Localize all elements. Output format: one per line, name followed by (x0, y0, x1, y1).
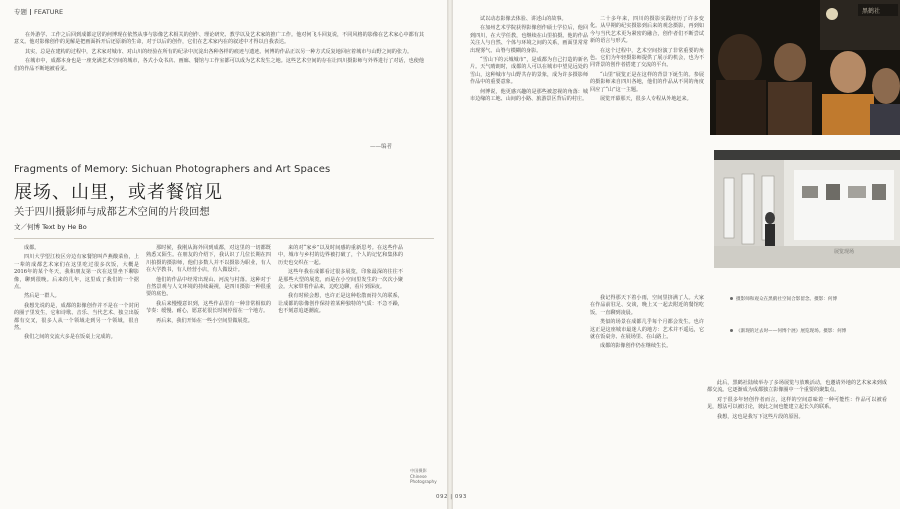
editor-signature: ——编者 (370, 144, 393, 150)
body-paragraph: 二十多年来，四川的摄影实践经历了许多变化。从早期的纪实摄影到后来的观念摄影，再到如今与当代艺术更为紧密的融合，创作者们不断尝试新的语言与形式。 (590, 16, 704, 45)
body-paragraph: 何博说，他更感兴趣的是那些被忽视的角落：城市边缘的工地、山间的小路、旅游景区背后的村庄。 (470, 88, 588, 103)
exhibition-label: 展览现场 (834, 249, 855, 255)
header-divider (30, 9, 31, 15)
caption-text: 摄影师和观众在黑鹤社空间合影留念。摄影：何博 (736, 297, 838, 302)
credit-line: 中国摄影 (410, 468, 427, 473)
caption-bullet-icon (730, 297, 733, 300)
body-paragraph: 在加州艺术学院获得影像创作硕士学位后，他回到四川，在大学任教，也继续在山里拍摄。他的作品关注人与自然、个体与环境之间的关系，画面里常常出现雾气、山脊与模糊的身影。 (470, 25, 588, 54)
photo-caption-1 (730, 297, 890, 304)
body-column-2 (146, 245, 271, 327)
title-rule (14, 238, 434, 239)
intro-paragraph: 其实，总是在建构的过程中，艺术家对城市、对山川的经验在所有的纪录中沉淀出各种各样的痕迹与遗迹。何博的作品正以另一种方式反复地回应着城市与山野之间的张力。 (25, 48, 413, 55)
section-header (14, 7, 63, 16)
caption-text: 《渐现的过去时——何博个展》展览现场。摄影：何博 (736, 329, 847, 334)
body-paragraph: 他们的作品中经常出现山、河流与村落。这种对于自然景观与人文环境的持续凝视，是四川摄影一种很重要的底色。 (146, 276, 271, 298)
page-numbers: 092 | 093 (436, 494, 467, 500)
group-photo (710, 0, 900, 135)
body-paragraph: 来的对“家乡”以及时间感的重新思考。在这些作品中，城市与乡村的边界被打破了，个人的记忆和集体的历史也交织在一起。 (278, 245, 403, 266)
body-paragraph: 我记得那天下着小雨，空间里挤满了人。大家在作品前驻足、交谈，晚上又一起去附近的餐馆吃饭，一直聊到凌晨。 (590, 295, 704, 316)
english-title: Fragments of Memory: Sichuan Photographers and Art Spaces (14, 164, 331, 175)
body-paragraph: 我后来慢慢意识到，这些作品里有一种非常相似的节奏：缓慢、耐心，愿意花很长时间停留在一个地方。 (146, 300, 271, 315)
body-paragraph: 此后，黑鹤社陆续举办了多场展览与放映活动，也邀请外地的艺术家来到成都交流。它逐渐成为成都独立影像圈中一个重要的聚集点。 (707, 380, 887, 394)
body-paragraph: 四川大学望江校区旁边有家餐馆叫芦燕酸菜鱼，上一辈的成都艺术家们在这里吃过很多次饭，大概是2016年的某个冬天，我和朋友第一次在这里坐下聊影像，聊到很晚。后来的几年，这里成了我们的一个据点。 (14, 254, 139, 291)
exhibition-photo (714, 150, 900, 268)
intro-paragraph: 在外游学、工作之后回到成都定居的何博现在依然从事与影像艺术相关的创作、理论研究、教学以及艺术家的推广工作。他对何飞斗回复说，不同风格的影像在艺术家心中都有其意义。他对影像创作的见解是把画面拆开后还原新的生命，对于以后的创作，它们在艺术家内在的叙述中才得以自我表达。 (14, 32, 424, 46)
chinese-title: 展场、山里，或者餐馆见 (14, 182, 223, 203)
gallery-sign: 黑鹤社 (862, 8, 881, 15)
body-column-3 (278, 245, 403, 318)
credit-line: Chinese (410, 473, 427, 479)
body-paragraph: 我们之间的交流大多是在饭桌上完成的。 (24, 334, 116, 341)
right-column-4 (707, 380, 887, 423)
body-paragraph: 类似的场景在成都几乎每个月都会发生。也许这正是这座城市最迷人的地方：艺术并不遥远，它就在饭桌旁、在展场里、在山路上。 (590, 319, 704, 341)
body-paragraph: 再后来，我们开始在一些小空间里做展览。 (156, 317, 253, 324)
intro-paragraph: 在城市中，成都本身也是一座充满艺术空间的城市，各式小众书店、画廊、餐馆与工作室都可以成为艺术发生之地。这些艺术空间的存在让四川摄影师与外界进行了对话，也使他们的作品不断地被看见。 (14, 58, 424, 72)
body-paragraph: 在这个过程中，艺术空间扮演了非常重要的角色。它们为年轻摄影师提供了展示的机会，也为不同背景的创作者搭建了交流的平台。 (590, 47, 704, 69)
body-paragraph: “雪山下的云城城市”，是成都为自己打造的新名片。天气晴朗时，成都的人可以在城市中望见远处的雪山，这种城市与山野共存的景象，成为许多摄影师作品中的重要意象。 (470, 57, 588, 86)
right-column-3 (590, 295, 704, 353)
body-paragraph: 那时候，我刚从海外回到成都，对这里的一切都既熟悉又陌生。在朋友的介绍下，我认识了几位长期在四川拍摄的摄影师，他们多数人并不以摄影为职业，有人在大学教书，有人经营小店，有人做设计。 (146, 245, 271, 274)
exhibition-photo-illustration (714, 150, 900, 268)
body-paragraph: 试以动态影像去体验、讲述山的故事。 (480, 16, 567, 22)
body-paragraph: 我有时候会想，也许正是这种松散而持久的联系，让成都的影像创作保持着某种独特的气质：不急不躁，也不刻意追逐潮流。 (278, 293, 403, 315)
intro-text (14, 32, 424, 75)
body-paragraph: 这些年我在成都看过很多展览，印象最深的往往不是那些大型的展览，而是在小空间里发生的一次次小聚会。大家带着作品来，边吃边聊，看片到深夜。 (278, 269, 403, 291)
body-paragraph: “山里”展览正是在这样的背景下诞生的。参展的摄影师来自四川各地，他们的作品从不同的角度回应了“山”这一主题。 (590, 71, 704, 93)
body-paragraph: 展览开幕那天，很多人专程从外地赶来。 (600, 96, 692, 103)
credit-line: Photography (410, 479, 437, 484)
right-column-1 (470, 16, 588, 105)
group-photo-illustration (710, 0, 900, 135)
section-label-zh: 专题 (14, 8, 27, 16)
body-paragraph: 成都的影像创作仍在继续生长。 (600, 343, 672, 350)
caption-bullet-icon (730, 329, 733, 332)
body-paragraph: 对于很多年轻创作者而言，这样的空间意味着一种可能性：作品可以被看见，想法可以被讨论，彼此之间也能建立起长久的联系。 (707, 396, 887, 411)
body-column-1 (14, 245, 139, 344)
byline: 文／何博 Text by He Bo (14, 223, 87, 231)
body-paragraph: 我想，这也是我写下这些片段的原因。 (717, 413, 804, 420)
photo-caption-2 (730, 329, 890, 336)
body-paragraph: 我想先说的是，成都的影像创作并不是在一个封闭的圈子里发生，它和诗歌、音乐、当代艺术、独立出版都有交叉，很多人从一个领域走到另一个领域，很自然。 (14, 302, 139, 332)
section-label-en: FEATURE (34, 8, 64, 16)
body-paragraph: 然后是一群人。 (24, 293, 60, 300)
body-paragraph: 成都。 (24, 245, 40, 251)
magazine-credit (410, 468, 440, 485)
right-column-2 (590, 16, 704, 105)
chinese-subtitle: 关于四川摄影师与成都艺术空间的片段回想 (14, 206, 210, 218)
